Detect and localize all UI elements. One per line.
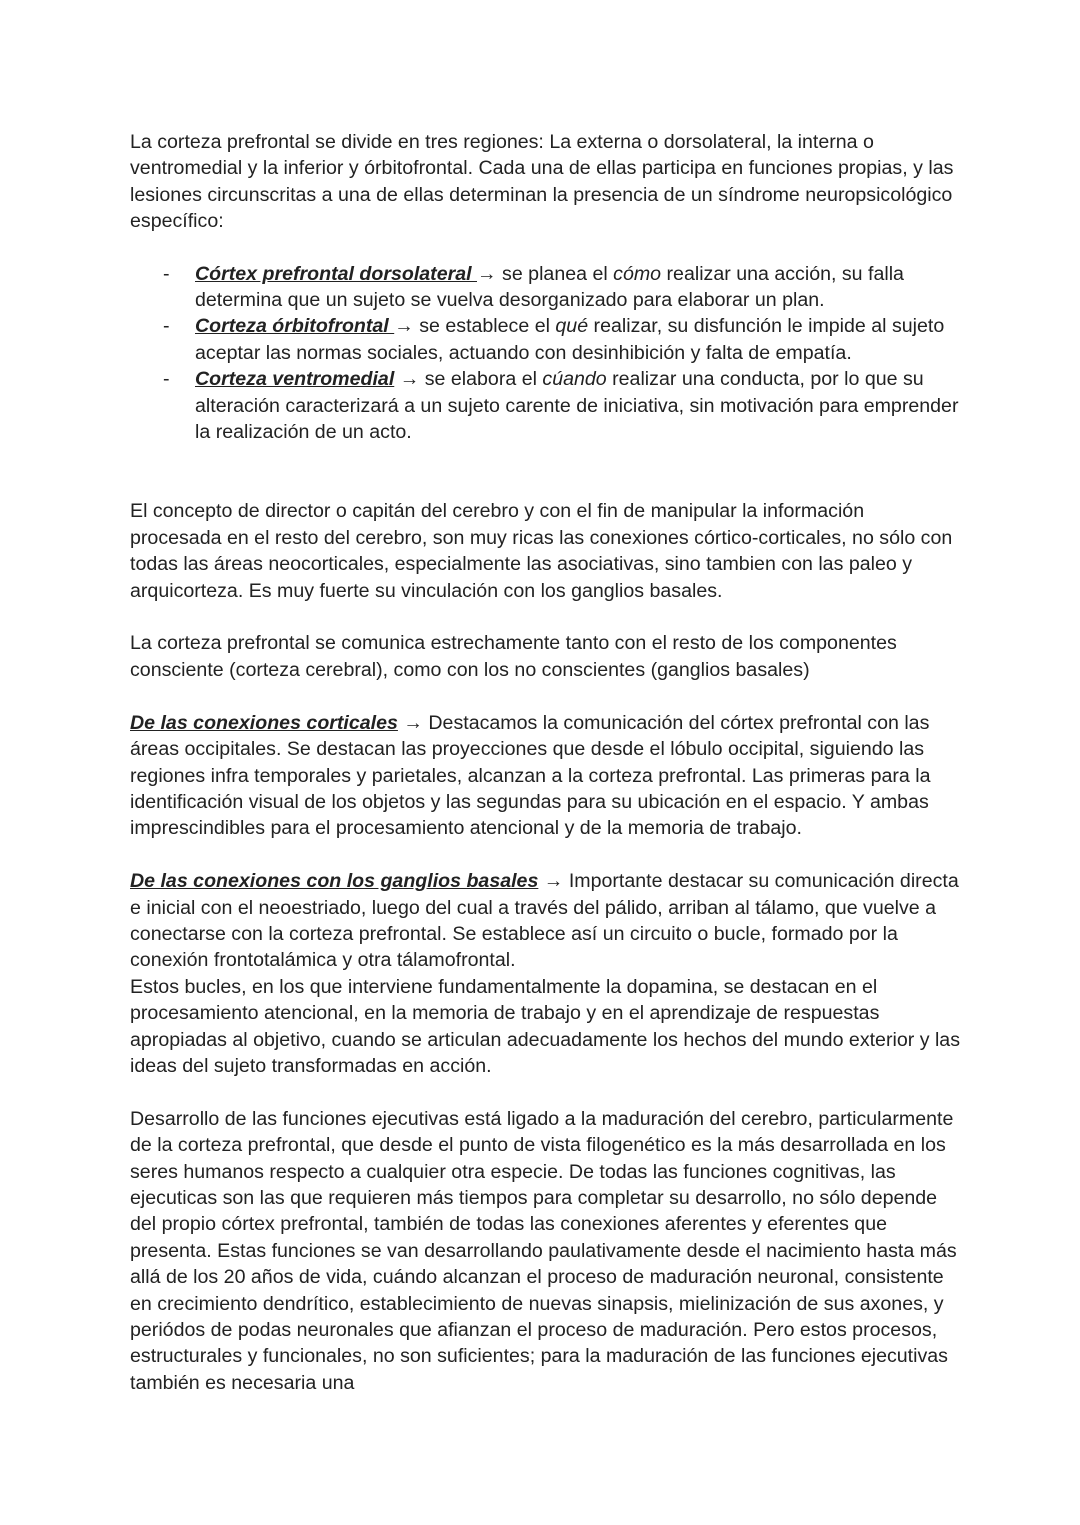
term-corticales: De las conexiones corticales — [130, 711, 398, 734]
ganglios-paragraph-2: Estos bucles, en los que interviene fundamentalmente la dopamina, se destacan en el procesamiento atencional, en la memoria de trabajo y en el aprendizaje de respuestas apropiadas al objetivo, cuando se articulan adecuadamente los hechos del mundo exterior y las ideas del sujeto transformadas en acción. — [130, 975, 960, 1077]
spacer — [130, 604, 960, 630]
spacer — [130, 1079, 960, 1105]
spacer — [130, 445, 960, 498]
list-item — [163, 366, 960, 445]
comunica-paragraph: La corteza prefrontal se comunica estrechamente tanto con el resto de los componentes consciente (corteza cerebral), como con los no conscientes (ganglios basales) — [130, 632, 897, 681]
region-text-post: realizar una acción, su falla determina que un sujeto se vuelva desorganizado para elaborar un plan. — [195, 262, 904, 312]
document-page — [130, 129, 960, 1396]
list-item — [163, 313, 960, 366]
intro-paragraph: La corteza prefrontal se divide en tres regiones: La externa o dorsolateral, la interna o ventromedial y la inferior y órbitofrontal. Cada una de ellas participa en funciones propias, y las lesiones circunscritas a una de ellas determinan la presencia de un síndrome neuropsicológico específico: — [130, 131, 954, 233]
region-text-pre: → se planea el — [477, 262, 614, 285]
ganglios-paragraph — [130, 868, 960, 974]
spacer — [130, 842, 960, 868]
director-paragraph: El concepto de director o capitán del cerebro y con el fin de manipular la información procesada en el resto del cerebro, son muy ricas las conexiones córtico-corticales, no sólo con todas las áreas neocorticales, especialmente las asociativas, sino tambien con las paleo y arquicorteza. Es muy fuerte su vinculación con los ganglios basales. — [130, 500, 953, 602]
term-ventromedial: Corteza ventromedial — [195, 368, 395, 391]
term-ganglios: De las conexiones con los ganglios basales — [130, 870, 539, 893]
ganglios-text: → Importante destacar su comunicación directa e inicial con el neoestriado, luego del cual a través del pálido, arriban al tálamo, que vuelve a conectarse con la corteza prefrontal. Se establece así un circuito o bucle, formado por la conexión frontotalámica y otra tálamofrontal. — [130, 870, 959, 972]
region-text-emphasis: cómo — [613, 262, 662, 285]
region-text-post: realizar una conducta, por lo que su alteración caracterizará a un sujeto carente de iniciativa, sin motivación para emprender la realización de un acto. — [195, 368, 959, 444]
regions-list — [130, 261, 960, 446]
region-text-emphasis: cúando — [542, 368, 607, 391]
list-dash: - — [163, 262, 170, 285]
corticales-paragraph — [130, 710, 960, 842]
region-text-pre: → se elabora el — [394, 368, 543, 391]
term-dorsolateral: Córtex prefrontal dorsolateral — [195, 262, 477, 285]
spacer — [130, 683, 960, 709]
region-text-post: realizar, su disfunción le impide al sujeto aceptar las normas sociales, actuando con desinhibición y falta de empatía. — [195, 315, 945, 364]
list-dash: - — [163, 368, 170, 391]
list-item — [163, 261, 960, 314]
corticales-text: → Destacamos la comunicación del córtex prefrontal con las áreas occipitales. Se destacan las proyecciones que desde el lóbulo occipital, siguiendo las regiones infra temporales y parietales, alcanzan a la corteza prefrontal. Las primeras para la identificación visual de los objetos y las segundas para su ubicación en el espacio. Y ambas imprescindibles para el procesamiento atencional y de la memoria de trabajo. — [130, 711, 931, 840]
region-text-pre: → se establece el — [394, 315, 556, 338]
term-orbitofrontal: Corteza órbitofrontal — [195, 315, 395, 338]
list-dash: - — [163, 315, 170, 338]
desarrollo-paragraph: Desarrollo de las funciones ejecutivas está ligado a la maduración del cerebro, particularmente de la corteza prefrontal, que desde el punto de vista filogenético es la más desarrollada en los seres humanos respecto a cualquier otra especie. De todas las funciones cognitivas, las ejecuticas son las que requieren más tiempos para completar su desarrollo, no sólo depende del propio córtex prefrontal, también de todas las conexiones aferentes y eferentes que presenta. Estas funciones se van desarrollando paulativamente desde el nacimiento hasta más allá de los 20 años de vida, cuándo alcanzan el proceso de maduración neuronal, consistente en crecimiento dendrítico, establecimiento de nuevas sinapsis, mielinización de sus axones, y periódos de podas neuronales que afianzan el proceso de maduración. Pero estos procesos, estructurales y funcionales, no son suficientes; para la maduración de las funciones ejecutivas también es necesaria una — [130, 1107, 957, 1394]
region-text-emphasis: qué — [555, 315, 589, 338]
